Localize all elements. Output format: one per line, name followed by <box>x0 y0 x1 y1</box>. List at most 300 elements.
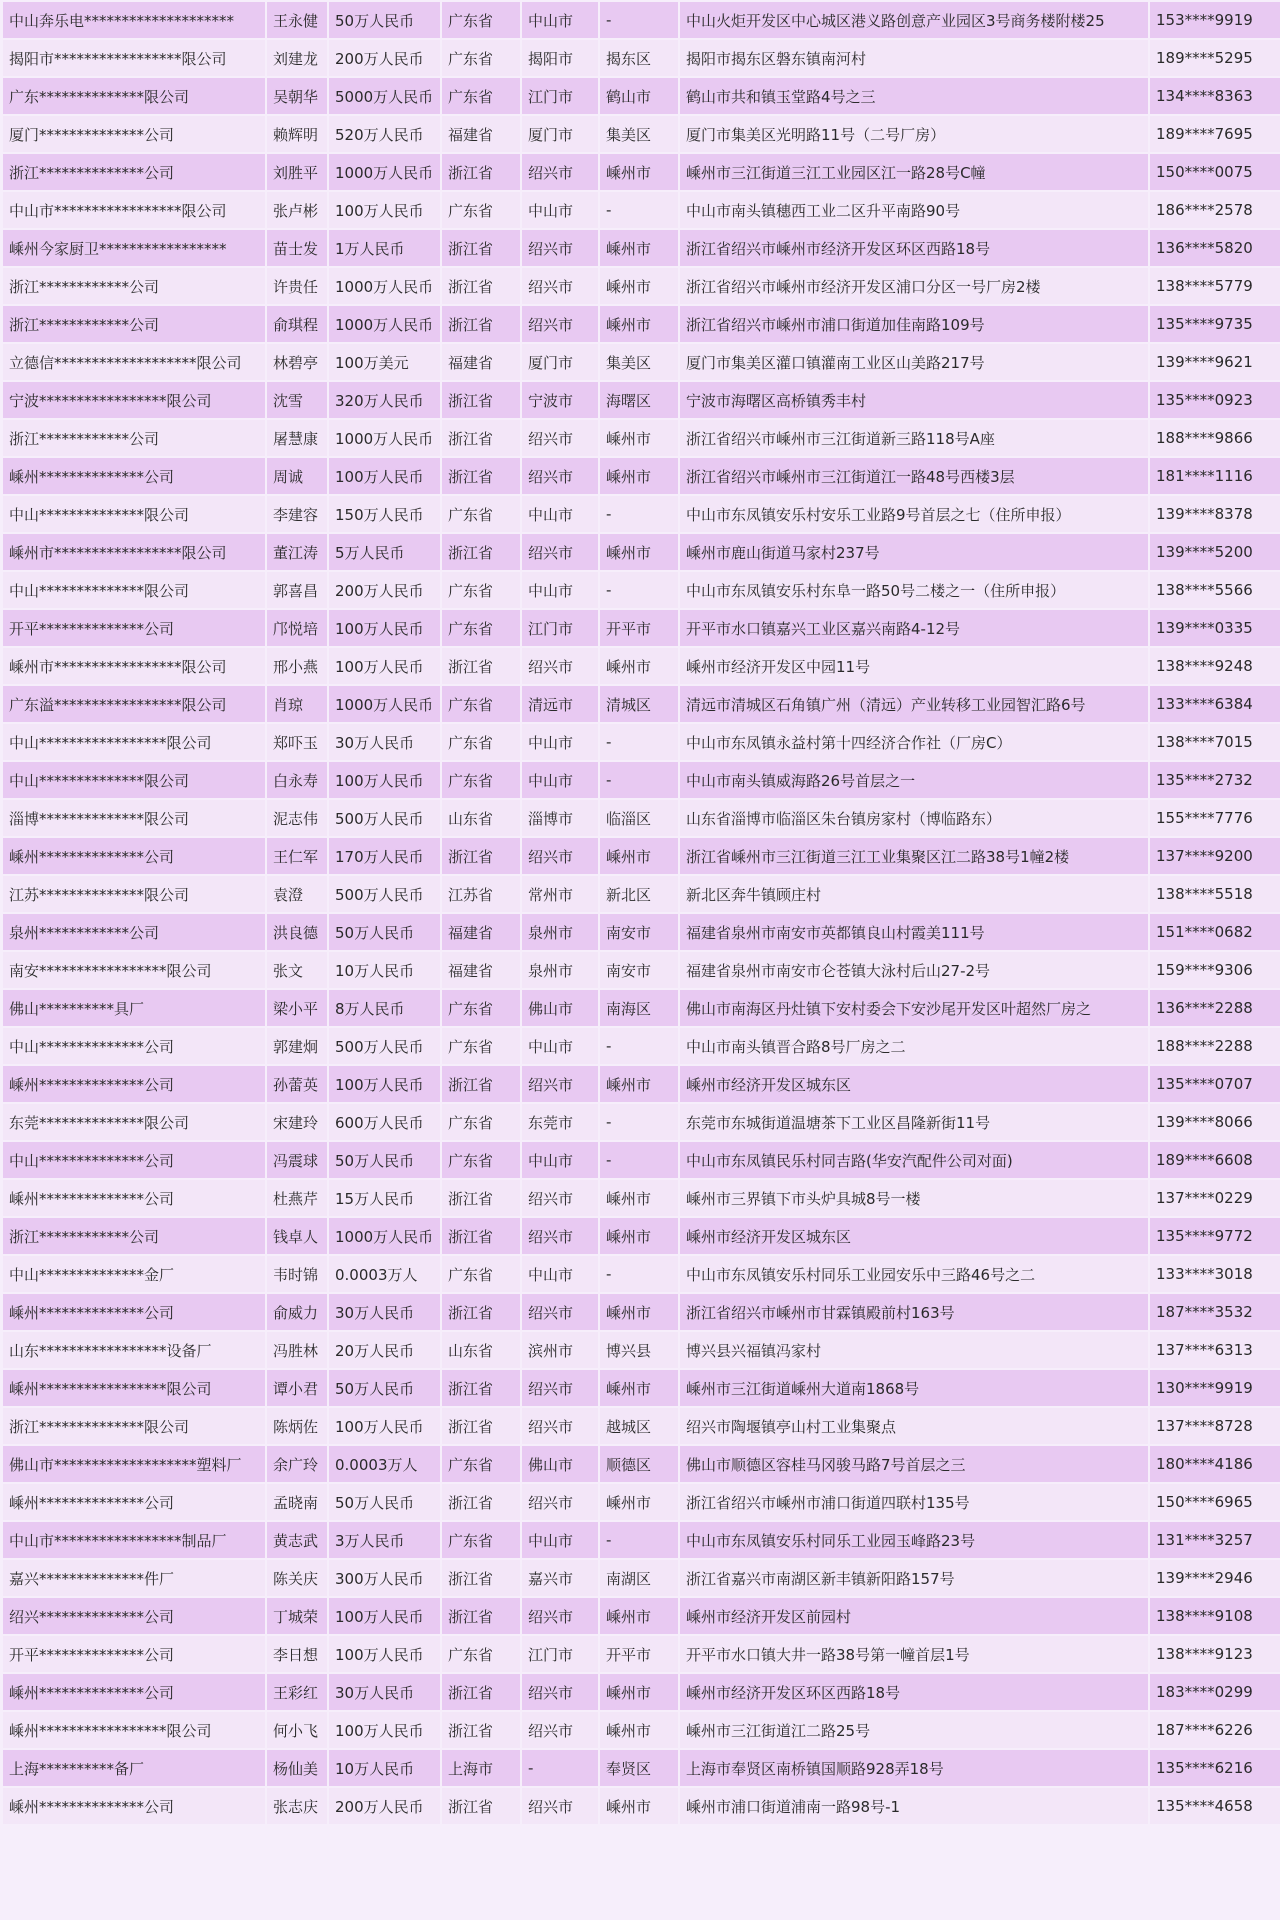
city-cell: 绍兴市 <box>522 1370 598 1406</box>
registered-capital-cell: 520万人民币 <box>329 116 440 152</box>
phone-cell: 187****3532 <box>1150 1294 1280 1330</box>
registered-capital-cell: 100万人民币 <box>329 1636 440 1672</box>
table-row <box>3 1712 1280 1748</box>
phone-cell: 180****4186 <box>1150 1446 1280 1482</box>
company-name-cell: 中山**************公司 <box>3 1028 265 1064</box>
registered-capital-cell: 0.0003万人 <box>329 1446 440 1482</box>
province-cell: 福建省 <box>442 116 520 152</box>
city-cell: 绍兴市 <box>522 230 598 266</box>
address-cell: 中山市东凤镇永益村第十四经济合作社（厂房C） <box>680 724 1148 760</box>
province-cell: 广东省 <box>442 610 520 646</box>
registered-capital-cell: 600万人民币 <box>329 1104 440 1140</box>
address-cell: 嵊州市三江街道嵊州大道南1868号 <box>680 1370 1148 1406</box>
city-cell: 江门市 <box>522 78 598 114</box>
address-cell: 中山市东凤镇安乐村安乐工业路9号首层之七（住所申报） <box>680 496 1148 532</box>
province-cell: 浙江省 <box>442 230 520 266</box>
province-cell: 浙江省 <box>442 1218 520 1254</box>
city-cell: 中山市 <box>522 1256 598 1292</box>
registered-capital-cell: 1000万人民币 <box>329 154 440 190</box>
legal-rep-cell: 赖辉明 <box>267 116 327 152</box>
table-row <box>3 648 1280 684</box>
province-cell: 广东省 <box>442 1256 520 1292</box>
table-row <box>3 420 1280 456</box>
address-cell: 绍兴市陶堰镇亭山村工业集聚点 <box>680 1408 1148 1444</box>
table-row <box>3 762 1280 798</box>
table-row <box>3 116 1280 152</box>
city-cell: 中山市 <box>522 1028 598 1064</box>
city-cell: 绍兴市 <box>522 648 598 684</box>
address-cell: 中山火炬开发区中心城区港义路创意产业园区3号商务楼附楼25 <box>680 2 1148 38</box>
table-row <box>3 1560 1280 1596</box>
phone-cell: 135****4658 <box>1150 1788 1280 1824</box>
address-cell: 揭阳市揭东区磐东镇南河村 <box>680 40 1148 76</box>
legal-rep-cell: 李日想 <box>267 1636 327 1672</box>
district-cell: 嵊州市 <box>600 268 678 304</box>
registered-capital-cell: 5万人民币 <box>329 534 440 570</box>
company-name-cell: 绍兴**************公司 <box>3 1598 265 1634</box>
legal-rep-cell: 邝悦培 <box>267 610 327 646</box>
phone-cell: 187****6226 <box>1150 1712 1280 1748</box>
registered-capital-cell: 15万人民币 <box>329 1180 440 1216</box>
address-cell: 福建省泉州市南安市英都镇良山村霞美111号 <box>680 914 1148 950</box>
company-name-cell: 中山**************限公司 <box>3 496 265 532</box>
company-name-cell: 中山*****************限公司 <box>3 724 265 760</box>
city-cell: 泉州市 <box>522 914 598 950</box>
district-cell: 嵊州市 <box>600 1712 678 1748</box>
district-cell: 嵊州市 <box>600 1180 678 1216</box>
phone-cell: 189****5295 <box>1150 40 1280 76</box>
address-cell: 嵊州市经济开发区城东区 <box>680 1218 1148 1254</box>
district-cell: 海曙区 <box>600 382 678 418</box>
table-row <box>3 1788 1280 1824</box>
company-name-cell: 中山市*****************制品厂 <box>3 1522 265 1558</box>
registered-capital-cell: 100万人民币 <box>329 1408 440 1444</box>
city-cell: 绍兴市 <box>522 534 598 570</box>
district-cell: 嵊州市 <box>600 534 678 570</box>
city-cell: 绍兴市 <box>522 1408 598 1444</box>
legal-rep-cell: 谭小君 <box>267 1370 327 1406</box>
legal-rep-cell: 张卢彬 <box>267 192 327 228</box>
legal-rep-cell: 洪良德 <box>267 914 327 950</box>
district-cell: 嵊州市 <box>600 1598 678 1634</box>
legal-rep-cell: 钱卓人 <box>267 1218 327 1254</box>
city-cell: 中山市 <box>522 724 598 760</box>
phone-cell: 155****7776 <box>1150 800 1280 836</box>
address-cell: 鹤山市共和镇玉堂路4号之三 <box>680 78 1148 114</box>
registered-capital-cell: 30万人民币 <box>329 1294 440 1330</box>
district-cell: 新北区 <box>600 876 678 912</box>
registered-capital-cell: 50万人民币 <box>329 1484 440 1520</box>
table-row <box>3 1294 1280 1330</box>
table-row <box>3 990 1280 1026</box>
district-cell: - <box>600 724 678 760</box>
address-cell: 上海市奉贤区南桥镇国顺路928弄18号 <box>680 1750 1148 1786</box>
table-row <box>3 40 1280 76</box>
city-cell: 常州市 <box>522 876 598 912</box>
district-cell: 南安市 <box>600 914 678 950</box>
phone-cell: 139****5200 <box>1150 534 1280 570</box>
company-name-cell: 嵊州**************公司 <box>3 1066 265 1102</box>
legal-rep-cell: 白永寿 <box>267 762 327 798</box>
phone-cell: 181****1116 <box>1150 458 1280 494</box>
address-cell: 浙江省绍兴市嵊州市甘霖镇殿前村163号 <box>680 1294 1148 1330</box>
legal-rep-cell: 黄志武 <box>267 1522 327 1558</box>
district-cell: 南湖区 <box>600 1560 678 1596</box>
registered-capital-cell: 100万人民币 <box>329 610 440 646</box>
address-cell: 宁波市海曙区高桥镇秀丰村 <box>680 382 1148 418</box>
company-name-cell: 嵊州市*****************限公司 <box>3 648 265 684</box>
registered-capital-cell: 200万人民币 <box>329 40 440 76</box>
address-cell: 嵊州市鹿山街道马家村237号 <box>680 534 1148 570</box>
legal-rep-cell: 周诚 <box>267 458 327 494</box>
company-name-cell: 中山市*****************限公司 <box>3 192 265 228</box>
table-row <box>3 1408 1280 1444</box>
table-row <box>3 610 1280 646</box>
table-row <box>3 344 1280 380</box>
district-cell: 临淄区 <box>600 800 678 836</box>
address-cell: 中山市南头镇威海路26号首层之一 <box>680 762 1148 798</box>
registered-capital-cell: 20万人民币 <box>329 1332 440 1368</box>
province-cell: 山东省 <box>442 800 520 836</box>
legal-rep-cell: 屠慧康 <box>267 420 327 456</box>
province-cell: 浙江省 <box>442 1788 520 1824</box>
address-cell: 嵊州市经济开发区中园11号 <box>680 648 1148 684</box>
city-cell: 江门市 <box>522 610 598 646</box>
city-cell: 中山市 <box>522 496 598 532</box>
province-cell: 浙江省 <box>442 268 520 304</box>
legal-rep-cell: 陈关庆 <box>267 1560 327 1596</box>
phone-cell: 139****2946 <box>1150 1560 1280 1596</box>
city-cell: 中山市 <box>522 1522 598 1558</box>
city-cell: 绍兴市 <box>522 1484 598 1520</box>
address-cell: 中山市东凤镇安乐村东阜一路50号二楼之一（住所申报） <box>680 572 1148 608</box>
company-name-cell: 中山**************限公司 <box>3 572 265 608</box>
legal-rep-cell: 林碧亭 <box>267 344 327 380</box>
address-cell: 山东省淄博市临淄区朱台镇房家村（博临路东） <box>680 800 1148 836</box>
table-row <box>3 1142 1280 1178</box>
district-cell: 鹤山市 <box>600 78 678 114</box>
legal-rep-cell: 袁澄 <box>267 876 327 912</box>
registered-capital-cell: 100万人民币 <box>329 458 440 494</box>
registered-capital-cell: 200万人民币 <box>329 572 440 608</box>
legal-rep-cell: 苗士发 <box>267 230 327 266</box>
phone-cell: 133****3018 <box>1150 1256 1280 1292</box>
district-cell: 嵊州市 <box>600 1294 678 1330</box>
legal-rep-cell: 丁城荣 <box>267 1598 327 1634</box>
phone-cell: 139****8066 <box>1150 1104 1280 1140</box>
registered-capital-cell: 8万人民币 <box>329 990 440 1026</box>
table-row <box>3 1256 1280 1292</box>
province-cell: 广东省 <box>442 1446 520 1482</box>
phone-cell: 189****7695 <box>1150 116 1280 152</box>
address-cell: 博兴县兴福镇冯家村 <box>680 1332 1148 1368</box>
province-cell: 广东省 <box>442 990 520 1026</box>
phone-cell: 138****9248 <box>1150 648 1280 684</box>
company-name-cell: 浙江************公司 <box>3 268 265 304</box>
legal-rep-cell: 冯震球 <box>267 1142 327 1178</box>
company-name-cell: 浙江************公司 <box>3 420 265 456</box>
company-name-cell: 立德信*******************限公司 <box>3 344 265 380</box>
registered-capital-cell: 3万人民币 <box>329 1522 440 1558</box>
district-cell: 顺德区 <box>600 1446 678 1482</box>
registered-capital-cell: 100万人民币 <box>329 1712 440 1748</box>
address-cell: 开平市水口镇嘉兴工业区嘉兴南路4-12号 <box>680 610 1148 646</box>
province-cell: 浙江省 <box>442 420 520 456</box>
phone-cell: 153****9919 <box>1150 2 1280 38</box>
company-table <box>1 0 1280 1826</box>
company-name-cell: 泉州************公司 <box>3 914 265 950</box>
table-row <box>3 306 1280 342</box>
province-cell: 浙江省 <box>442 1180 520 1216</box>
district-cell: 嵊州市 <box>600 230 678 266</box>
phone-cell: 138****7015 <box>1150 724 1280 760</box>
province-cell: 广东省 <box>442 1028 520 1064</box>
address-cell: 嵊州市经济开发区前园村 <box>680 1598 1148 1634</box>
registered-capital-cell: 5000万人民币 <box>329 78 440 114</box>
company-name-cell: 开平**************公司 <box>3 610 265 646</box>
district-cell: - <box>600 1256 678 1292</box>
phone-cell: 151****0682 <box>1150 914 1280 950</box>
registered-capital-cell: 320万人民币 <box>329 382 440 418</box>
district-cell: 揭东区 <box>600 40 678 76</box>
registered-capital-cell: 100万人民币 <box>329 1066 440 1102</box>
legal-rep-cell: 俞琪程 <box>267 306 327 342</box>
legal-rep-cell: 肖琼 <box>267 686 327 722</box>
legal-rep-cell: 冯胜林 <box>267 1332 327 1368</box>
legal-rep-cell: 王彩红 <box>267 1674 327 1710</box>
province-cell: 广东省 <box>442 572 520 608</box>
address-cell: 嵊州市三江街道三江工业园区江一路28号C幢 <box>680 154 1148 190</box>
registered-capital-cell: 100万人民币 <box>329 192 440 228</box>
district-cell: 嵊州市 <box>600 1066 678 1102</box>
table-row <box>3 800 1280 836</box>
district-cell: - <box>600 2 678 38</box>
company-name-cell: 嵊州**************公司 <box>3 1788 265 1824</box>
city-cell: 绍兴市 <box>522 1180 598 1216</box>
district-cell: 嵊州市 <box>600 1674 678 1710</box>
address-cell: 浙江省嵊州市三江街道三江工业集聚区江二路38号1幢2楼 <box>680 838 1148 874</box>
city-cell: 佛山市 <box>522 990 598 1026</box>
district-cell: 嵊州市 <box>600 838 678 874</box>
company-name-cell: 江苏**************限公司 <box>3 876 265 912</box>
province-cell: 广东省 <box>442 192 520 228</box>
phone-cell: 136****5820 <box>1150 230 1280 266</box>
address-cell: 开平市水口镇大井一路38号第一幢首层1号 <box>680 1636 1148 1672</box>
city-cell: 绍兴市 <box>522 420 598 456</box>
legal-rep-cell: 杨仙美 <box>267 1750 327 1786</box>
province-cell: 浙江省 <box>442 1066 520 1102</box>
phone-cell: 137****6313 <box>1150 1332 1280 1368</box>
table-row <box>3 1066 1280 1102</box>
company-name-cell: 开平**************公司 <box>3 1636 265 1672</box>
phone-cell: 150****0075 <box>1150 154 1280 190</box>
company-name-cell: 浙江**************限公司 <box>3 1408 265 1444</box>
company-name-cell: 广东**************限公司 <box>3 78 265 114</box>
company-name-cell: 中山**************限公司 <box>3 762 265 798</box>
registered-capital-cell: 10万人民币 <box>329 1750 440 1786</box>
province-cell: 江苏省 <box>442 876 520 912</box>
registered-capital-cell: 30万人民币 <box>329 1674 440 1710</box>
province-cell: 上海市 <box>442 1750 520 1786</box>
table-row <box>3 1636 1280 1672</box>
legal-rep-cell: 梁小平 <box>267 990 327 1026</box>
registered-capital-cell: 500万人民币 <box>329 876 440 912</box>
company-name-cell: 中山奔乐电******************** <box>3 2 265 38</box>
table-row <box>3 78 1280 114</box>
legal-rep-cell: 邢小燕 <box>267 648 327 684</box>
phone-cell: 138****5779 <box>1150 268 1280 304</box>
table-row <box>3 458 1280 494</box>
address-cell: 浙江省绍兴市嵊州市经济开发区环区西路18号 <box>680 230 1148 266</box>
phone-cell: 189****6608 <box>1150 1142 1280 1178</box>
province-cell: 浙江省 <box>442 1408 520 1444</box>
phone-cell: 135****0923 <box>1150 382 1280 418</box>
legal-rep-cell: 许贵任 <box>267 268 327 304</box>
province-cell: 浙江省 <box>442 1674 520 1710</box>
address-cell: 嵊州市浦口街道浦南一路98号-1 <box>680 1788 1148 1824</box>
table-row <box>3 1218 1280 1254</box>
phone-cell: 131****3257 <box>1150 1522 1280 1558</box>
city-cell: 淄博市 <box>522 800 598 836</box>
province-cell: 福建省 <box>442 952 520 988</box>
province-cell: 浙江省 <box>442 1598 520 1634</box>
table-row <box>3 230 1280 266</box>
province-cell: 广东省 <box>442 1636 520 1672</box>
phone-cell: 188****2288 <box>1150 1028 1280 1064</box>
address-cell: 嵊州市三界镇下市头炉具城8号一楼 <box>680 1180 1148 1216</box>
company-name-cell: 嘉兴**************件厂 <box>3 1560 265 1596</box>
phone-cell: 135****9772 <box>1150 1218 1280 1254</box>
phone-cell: 137****9200 <box>1150 838 1280 874</box>
district-cell: - <box>600 572 678 608</box>
table-row <box>3 1104 1280 1140</box>
district-cell: 开平市 <box>600 610 678 646</box>
province-cell: 浙江省 <box>442 838 520 874</box>
company-name-cell: 嵊州市*****************限公司 <box>3 534 265 570</box>
address-cell: 嵊州市经济开发区环区西路18号 <box>680 1674 1148 1710</box>
table-row <box>3 1028 1280 1064</box>
address-cell: 新北区奔牛镇顾庄村 <box>680 876 1148 912</box>
table-row <box>3 724 1280 760</box>
registered-capital-cell: 50万人民币 <box>329 914 440 950</box>
company-name-cell: 嵊州*****************限公司 <box>3 1370 265 1406</box>
phone-cell: 186****2578 <box>1150 192 1280 228</box>
city-cell: 泉州市 <box>522 952 598 988</box>
table-row <box>3 1750 1280 1786</box>
district-cell: 嵊州市 <box>600 420 678 456</box>
address-cell: 浙江省绍兴市嵊州市经济开发区浦口分区一号厂房2楼 <box>680 268 1148 304</box>
registered-capital-cell: 1000万人民币 <box>329 306 440 342</box>
table-row <box>3 1674 1280 1710</box>
city-cell: 宁波市 <box>522 382 598 418</box>
registered-capital-cell: 170万人民币 <box>329 838 440 874</box>
registered-capital-cell: 1000万人民币 <box>329 1218 440 1254</box>
legal-rep-cell: 泥志伟 <box>267 800 327 836</box>
district-cell: 南海区 <box>600 990 678 1026</box>
legal-rep-cell: 董江涛 <box>267 534 327 570</box>
legal-rep-cell: 郭喜昌 <box>267 572 327 608</box>
city-cell: 中山市 <box>522 192 598 228</box>
table-row <box>3 2 1280 38</box>
company-name-cell: 揭阳市*****************限公司 <box>3 40 265 76</box>
company-name-cell: 嵊州*****************限公司 <box>3 1712 265 1748</box>
legal-rep-cell: 俞威力 <box>267 1294 327 1330</box>
table-row <box>3 1332 1280 1368</box>
company-name-cell: 上海**********备厂 <box>3 1750 265 1786</box>
legal-rep-cell: 孙蕾英 <box>267 1066 327 1102</box>
table-row <box>3 838 1280 874</box>
district-cell: 开平市 <box>600 1636 678 1672</box>
table-row <box>3 914 1280 950</box>
company-name-cell: 嵊州**************公司 <box>3 458 265 494</box>
city-cell: 绍兴市 <box>522 1712 598 1748</box>
city-cell: 中山市 <box>522 762 598 798</box>
table-row <box>3 1598 1280 1634</box>
province-cell: 浙江省 <box>442 534 520 570</box>
district-cell: 越城区 <box>600 1408 678 1444</box>
city-cell: 绍兴市 <box>522 838 598 874</box>
address-cell: 福建省泉州市南安市仑苍镇大泳村后山27-2号 <box>680 952 1148 988</box>
company-name-cell: 嵊州**************公司 <box>3 1180 265 1216</box>
address-cell: 浙江省嘉兴市南湖区新丰镇新阳路157号 <box>680 1560 1148 1596</box>
city-cell: 清远市 <box>522 686 598 722</box>
province-cell: 浙江省 <box>442 306 520 342</box>
table-row <box>3 534 1280 570</box>
address-cell: 东莞市东城街道温塘茶下工业区昌隆新街11号 <box>680 1104 1148 1140</box>
province-cell: 浙江省 <box>442 648 520 684</box>
city-cell: 嘉兴市 <box>522 1560 598 1596</box>
company-name-cell: 南安*****************限公司 <box>3 952 265 988</box>
address-cell: 佛山市南海区丹灶镇下安村委会下安沙尾开发区叶超然厂房之 <box>680 990 1148 1026</box>
registered-capital-cell: 1000万人民币 <box>329 686 440 722</box>
phone-cell: 137****0229 <box>1150 1180 1280 1216</box>
address-cell: 中山市南头镇穗西工业二区升平南路90号 <box>680 192 1148 228</box>
registered-capital-cell: 300万人民币 <box>329 1560 440 1596</box>
address-cell: 中山市南头镇晋合路8号厂房之二 <box>680 1028 1148 1064</box>
legal-rep-cell: 王永健 <box>267 2 327 38</box>
company-name-cell: 浙江************公司 <box>3 306 265 342</box>
province-cell: 广东省 <box>442 40 520 76</box>
phone-cell: 139****8378 <box>1150 496 1280 532</box>
phone-cell: 159****9306 <box>1150 952 1280 988</box>
registered-capital-cell: 0.0003万人 <box>329 1256 440 1292</box>
table-row <box>3 1484 1280 1520</box>
registered-capital-cell: 150万人民币 <box>329 496 440 532</box>
company-name-cell: 中山**************金厂 <box>3 1256 265 1292</box>
table-row <box>3 572 1280 608</box>
legal-rep-cell: 陈炳佐 <box>267 1408 327 1444</box>
district-cell: 嵊州市 <box>600 458 678 494</box>
district-cell: 嵊州市 <box>600 154 678 190</box>
company-name-cell: 嵊州**************公司 <box>3 1484 265 1520</box>
legal-rep-cell: 吴朝华 <box>267 78 327 114</box>
province-cell: 浙江省 <box>442 458 520 494</box>
province-cell: 浙江省 <box>442 154 520 190</box>
address-cell: 清远市清城区石角镇广州（清远）产业转移工业园智汇路6号 <box>680 686 1148 722</box>
phone-cell: 136****2288 <box>1150 990 1280 1026</box>
city-cell: 绍兴市 <box>522 154 598 190</box>
table-row <box>3 154 1280 190</box>
company-name-cell: 宁波*****************限公司 <box>3 382 265 418</box>
district-cell: 博兴县 <box>600 1332 678 1368</box>
legal-rep-cell: 孟晓南 <box>267 1484 327 1520</box>
address-cell: 浙江省绍兴市嵊州市浦口街道四联村135号 <box>680 1484 1148 1520</box>
province-cell: 浙江省 <box>442 1294 520 1330</box>
company-name-cell: 嵊州**************公司 <box>3 1674 265 1710</box>
legal-rep-cell: 张文 <box>267 952 327 988</box>
phone-cell: 134****8363 <box>1150 78 1280 114</box>
province-cell: 广东省 <box>442 1522 520 1558</box>
